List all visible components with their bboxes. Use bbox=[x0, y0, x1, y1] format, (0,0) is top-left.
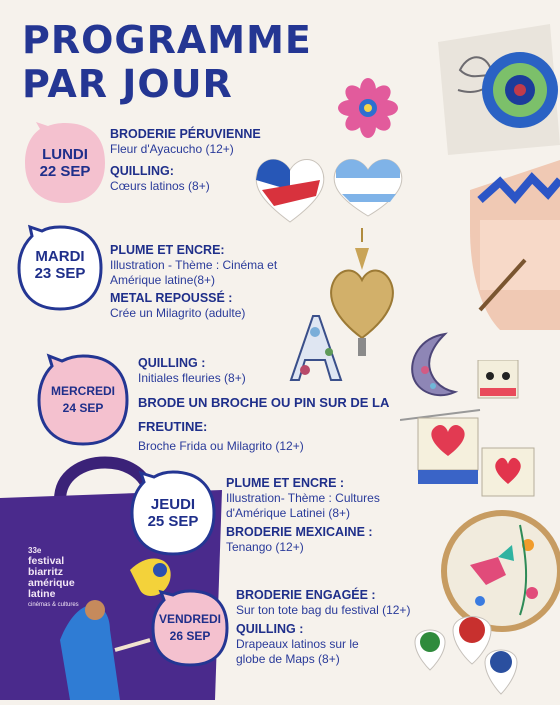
activity-detail: Initiales fleuries (8+) bbox=[138, 371, 246, 385]
day-entries-mardi bbox=[110, 243, 320, 328]
activity-name: BRODERIE ENGAGÉE : bbox=[236, 588, 376, 602]
activity-name: QUILLING : bbox=[138, 356, 206, 370]
day-entries-lundi bbox=[110, 127, 330, 201]
pink-flower-icon bbox=[338, 78, 398, 143]
hand-drawing-icon bbox=[470, 160, 560, 335]
day-badge-vendredi bbox=[150, 588, 230, 668]
activity-name: PLUME ET ENCRE: bbox=[110, 243, 225, 257]
activity-detail: Crée un Milagrito (adulte) bbox=[110, 306, 246, 320]
tote-logo bbox=[28, 545, 79, 611]
day-badge-jeudi bbox=[128, 468, 218, 558]
activity-name-line: BRODE UN BROCHE OU PIN SUR DE LA bbox=[138, 395, 390, 410]
day-badge-mardi bbox=[14, 222, 100, 308]
activity-detail-line: Illustration - Thème : Cinéma et bbox=[110, 258, 278, 272]
page-title bbox=[22, 18, 312, 106]
day-label: LUNDI bbox=[42, 146, 88, 163]
day-entries-jeudi bbox=[226, 476, 431, 562]
flower-embroidery-icon bbox=[430, 20, 560, 160]
day-entries-vendredi bbox=[236, 588, 446, 674]
activity-detail: Fleur d'Ayacucho (12+) bbox=[110, 142, 234, 156]
activity-detail: Cœurs latinos (8+) bbox=[110, 179, 210, 193]
day-label: MERCREDI bbox=[50, 384, 115, 398]
day-label: MARDI bbox=[35, 248, 85, 265]
day-date: 25 SEP bbox=[147, 513, 199, 530]
tote-line-3: amérique bbox=[28, 577, 75, 589]
activity-detail-line: Amérique latine(8+) bbox=[110, 273, 216, 287]
activity-detail-line: Illustration- Thème : Cultures bbox=[226, 491, 380, 505]
tote-edition: 33e bbox=[28, 546, 42, 555]
activity-detail: Tenango (12+) bbox=[226, 540, 304, 554]
activity-name: BRODERIE MEXICAINE : bbox=[226, 525, 373, 539]
day-date: 26 SEP bbox=[169, 629, 211, 643]
activity-detail-line: d'Amérique Latinei (8+) bbox=[226, 506, 351, 520]
activity-name: PLUME ET ENCRE : bbox=[226, 476, 345, 490]
day-badge-mercredi bbox=[35, 352, 131, 448]
title-line-2: PAR JOUR bbox=[22, 62, 233, 106]
activity-name: QUILLING : bbox=[236, 622, 304, 636]
activity-detail-line: globe de Maps (8+) bbox=[236, 652, 340, 666]
tote-line-2: biarritz bbox=[28, 566, 64, 578]
tote-line-4: latine bbox=[28, 588, 56, 600]
activity-detail: Sur ton tote bag du festival (12+) bbox=[236, 603, 411, 617]
activity-name: BRODERIE PÉRUVIENNE bbox=[110, 127, 261, 141]
day-label: VENDREDI bbox=[158, 612, 221, 626]
day-date: 24 SEP bbox=[62, 401, 104, 415]
activity-name: QUILLING: bbox=[110, 164, 174, 178]
tote-tagline: cinémas & cultures bbox=[28, 602, 79, 608]
tote-line-1: festival bbox=[28, 555, 65, 567]
day-date: 22 SEP bbox=[39, 163, 91, 180]
activity-name: METAL REPOUSSÉ : bbox=[110, 291, 233, 305]
title-line-1: PROGRAMME bbox=[22, 18, 312, 62]
day-date: 23 SEP bbox=[34, 265, 86, 282]
activity-detail-line: Drapeaux latinos sur le bbox=[236, 637, 359, 651]
day-badge-lundi bbox=[22, 120, 108, 206]
day-label: JEUDI bbox=[150, 496, 196, 513]
activity-detail: Broche Frida ou Milagrito (12+) bbox=[138, 439, 304, 453]
activity-name-line: FREUTINE: bbox=[138, 419, 208, 434]
day-entries-mercredi bbox=[138, 356, 400, 461]
